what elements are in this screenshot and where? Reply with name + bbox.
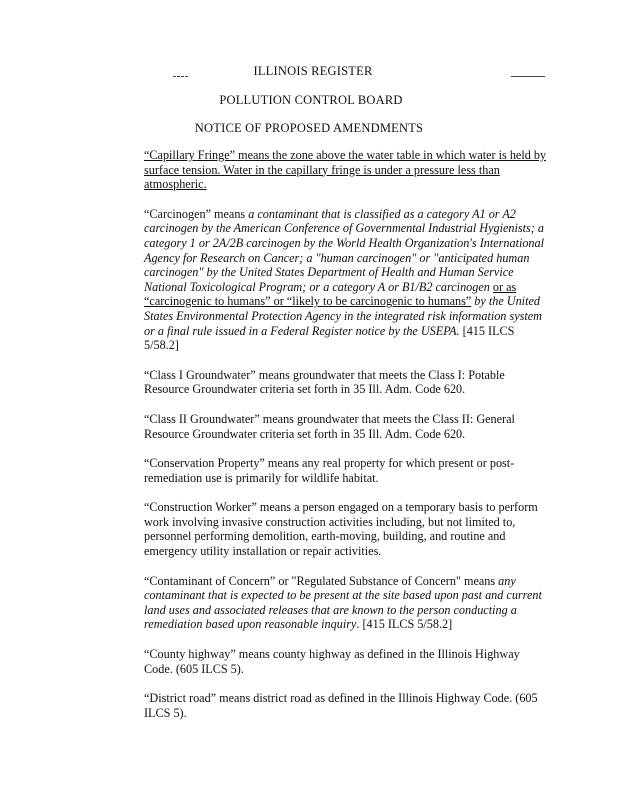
board-title: POLLUTION CONTROL BOARD xyxy=(219,93,403,107)
definition-contaminant-of-concern xyxy=(144,574,548,632)
carcinogen-italic-text: a contaminant that is classified as a category A1 or A2 carcinogen by the American Conference of Governmental Industrial Hygienists; a category 1 or 2A/2B carcinogen by the World Health Organization's International Agency for Research on Cancer; a "human carcinogen" or "anticipated human carcinogen" by the United States Department of Health and Human Service National Toxicological Program; or a category A or B1/B2 carcinogen xyxy=(144,206,545,294)
definition-carcinogen xyxy=(144,207,548,353)
contaminant-lead: “Contaminant of Concern” or "Regulated Substance of Concern" means xyxy=(144,573,499,588)
definition-county-highway: “County highway” means county highway as defined in the Illinois Highway Code. (605 ILCS 5). xyxy=(144,647,520,676)
carcinogen-underlined-text: or as “carcinogenic to humans” or “likely to be carcinogenic to humans” xyxy=(144,279,517,309)
contaminant-italic-text: any contaminant that is expected to be present at the site based upon past and current land uses and associated releases that are known to the person conducting a remediation xyxy=(144,573,542,632)
definition-district-road: “District road” means district road as defined in the Illinois Highway Code. (605 ILCS 5). xyxy=(144,691,538,720)
contaminant-citation: . [415 ILCS 5/58.2] xyxy=(356,617,453,632)
definition-capillary-fringe: “Capillary Fringe” means the zone above the water table in which water is held by surface tension. Water in the capillary fringe is under a pressure less than atmospheric. xyxy=(144,148,547,192)
notice-title: NOTICE OF PROPOSED AMENDMENTS xyxy=(194,121,424,135)
register-title: ILLINOIS REGISTER xyxy=(253,64,373,78)
definition-class-ii-groundwater: “Class II Groundwater” means groundwater that meets the Class II: General Resource Groundwater criteria set forth in 35 Ill. Adm. Code 620. xyxy=(144,411,515,441)
document-body xyxy=(144,148,548,735)
carcinogen-italic-text-2: by the United States Environmental Protection Agency in the integrated risk information system or a final rule issued in a Federal Register notice by the USEPA. xyxy=(144,294,542,338)
definition-conservation-property: “Conservation Property” means any real property for which present or post-remediation use is primarily for wildlife habitat. xyxy=(144,456,515,485)
carcinogen-citation: [415 ILCS 5/58.2] xyxy=(144,323,515,353)
contaminant-italic-text-2: based upon reasonable inquiry xyxy=(205,617,357,632)
carcinogen-lead: “Carcinogen” means xyxy=(144,206,249,221)
definition-class-i-groundwater: “Class I Groundwater” means groundwater that meets the Class I: Potable Resource Groundwater criteria set forth in 35 Ill. Adm. Code 620. xyxy=(144,367,505,397)
definition-construction-worker: “Construction Worker” means a person engaged on a temporary basis to perform work involving invasive construction activities including, but not limited to, personnel performing demolition, earth-moving, building, and routine and emergency utility installation or repair activities. xyxy=(144,500,538,559)
